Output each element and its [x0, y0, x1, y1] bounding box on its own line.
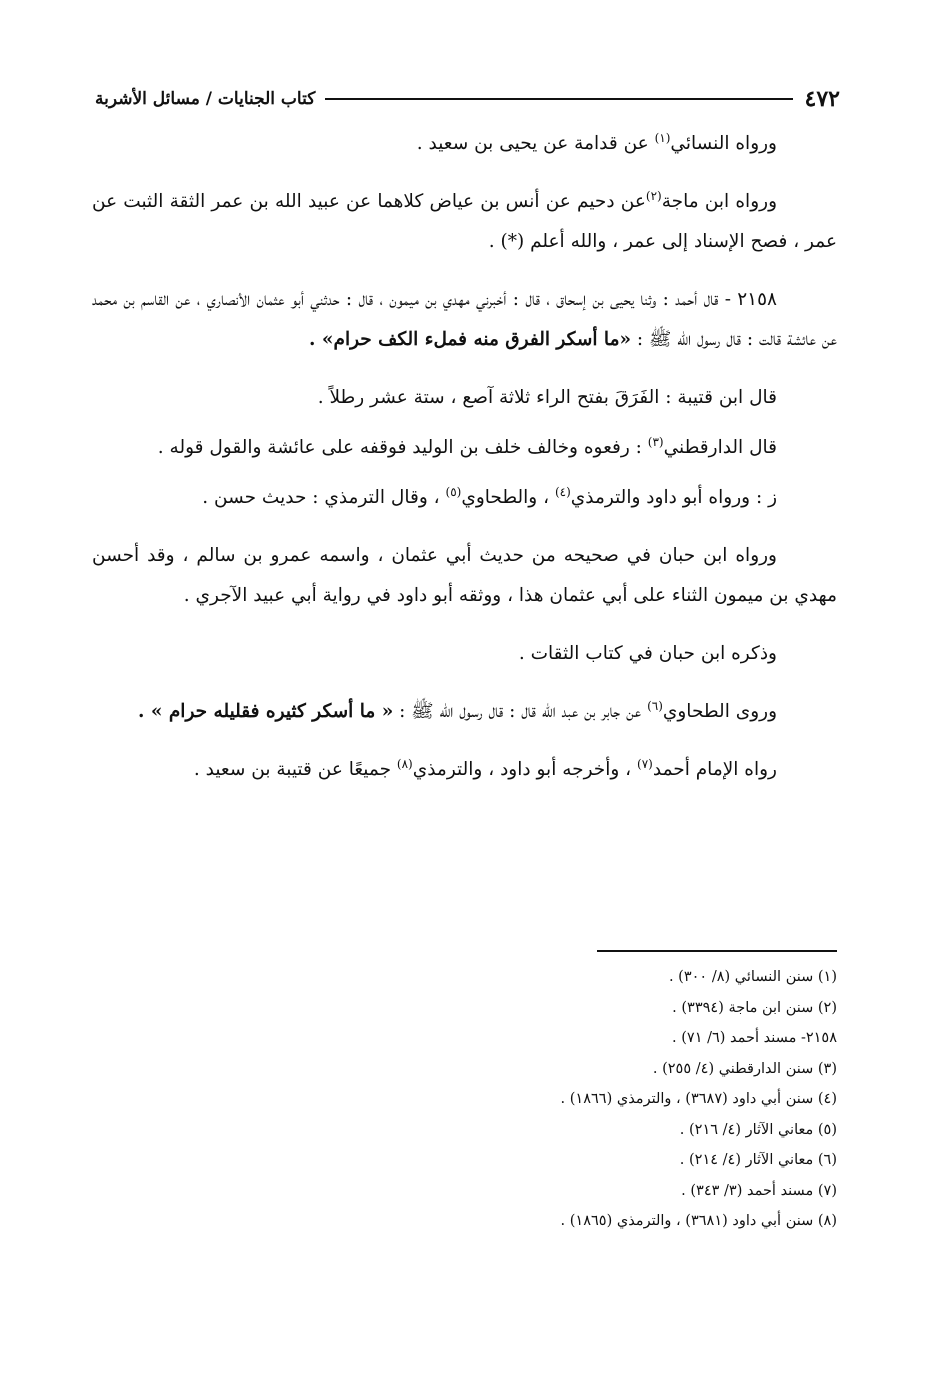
footnote-item: (١) سنن النسائي (٨/ ٣٠٠) .	[668, 969, 837, 985]
paragraph-nasai	[92, 124, 837, 164]
footnote-item: (٦) معاني الآثار (٤/ ٢١٤) .	[679, 1152, 837, 1168]
footnotes-list	[92, 962, 837, 1237]
main-text	[92, 124, 837, 808]
footnote-ref: (٣)	[647, 434, 664, 449]
running-title: كتاب الجنايات / مسائل الأشربة	[95, 89, 316, 109]
text-run: قال ابن قتيبة : الفَرَقَ بفتح الراء ثلاثة آصع ، ستة عشر رطلاً .	[317, 387, 777, 408]
text-run: ورواه النسائي	[670, 133, 777, 154]
paragraph-ibn-qutaybah	[92, 378, 837, 418]
footnote-ref: (١)	[654, 130, 671, 145]
footnote-ref: (٥)	[445, 484, 462, 499]
paragraph-daraqutni	[92, 428, 837, 468]
text-run: ورواه ابن ماجة	[661, 191, 778, 212]
hadith-quote: « ما أسكر كثيره فقليله حرام » .	[137, 701, 394, 722]
text-run: وروى الطحاوي	[662, 701, 777, 722]
text-run: ، وقال الترمذي : حديث حسن .	[202, 487, 446, 508]
paragraph-thiqat	[92, 634, 837, 674]
footnote-item: (٤) سنن أبي داود (٣٦٨٧) ، والترمذي (١٨٦٦) .	[560, 1091, 837, 1107]
text-run: ز : ورواه أبو داود والترمذي	[570, 487, 777, 508]
footnote-item: (٥) معاني الآثار (٤/ ٢١٦) .	[679, 1121, 837, 1138]
text-run: ٢١٥٨ - قال أحمد : وثنا يحيى بن إسحاق ، قال : أخبرني مهدي بن ميمون ، قال : حدثني أبو عثمان الأنصاري ، عن القاسم بن محمد عن عائشة قالت : قال رسول الله ﷺ :	[92, 289, 837, 350]
paragraph-abu-dawud	[92, 478, 837, 518]
text-run: ، وأخرجه أبو داود ، والترمذي	[412, 759, 638, 780]
footnote-ref: (٤)	[554, 484, 571, 499]
text-run: قال الدارقطني	[663, 437, 777, 458]
footnote-ref: (٨)	[396, 756, 413, 771]
paragraph-ibn-majah	[92, 182, 837, 262]
footnote-ref: (٢)	[645, 188, 662, 203]
text-run: : رفعوه وخالف خلف بن الوليد فوقفه على عائشة والقول قوله .	[157, 437, 648, 458]
header-rule	[325, 98, 792, 100]
text-run: عن جابر بن عبد الله قال : قال رسول الله ﷺ :	[393, 701, 648, 722]
text-run: رواه الإمام أحمد	[652, 759, 777, 780]
text-run: ، والطحاوي	[461, 487, 555, 508]
text-run: عن دحيم عن أنس بن عياض كلاهما عن عبيد الله بن عمر الثقة الثبت عن عمر ، فصح الإسناد إلى عمر ، والله أعلم (*) .	[92, 191, 837, 252]
text-run: جميعًا عن قتيبة بن سعيد .	[193, 759, 397, 780]
footnote-item: (٣) سنن الدارقطني (٤/ ٢٥٥) .	[652, 1060, 837, 1077]
paragraph-ahmad	[92, 750, 837, 790]
paragraph-ibn-hibban	[92, 536, 837, 616]
text-run: عن قدامة عن يحيى بن سعيد .	[416, 133, 655, 154]
footnote-item: (٧) مسند أحمد (٣/ ٣٤٣) .	[681, 1182, 837, 1199]
footnote-ref: (٧)	[637, 756, 653, 771]
text-run: وذكره ابن حبان في كتاب الثقات .	[518, 643, 777, 664]
footnote-ref: (٦)	[647, 698, 663, 713]
footnote-item: ٢١٥٨- مسند أحمد (٦/ ٧١) .	[672, 1030, 837, 1046]
paragraph-tahawi	[92, 692, 837, 732]
footnote-item: (٢) سنن ابن ماجة (٣٣٩٤) .	[672, 999, 837, 1016]
footnote-separator	[597, 950, 837, 952]
page-number: ٤٧٢	[804, 86, 840, 112]
text-run: ورواه ابن حبان في صحيحه من حديث أبي عثمان ، واسمه عمرو بن سالم ، وقد أحسن مهدي بن ميمون الثناء على أبي عثمان هذا ، ووثقه أبو داود في رواية أبي عبيد الآجري .	[92, 545, 837, 606]
footnote-item: (٨) سنن أبي داود (٣٦٨١) ، والترمذي (١٨٦٥) .	[560, 1213, 837, 1229]
paragraph-hadith-2158	[92, 280, 837, 360]
page-header	[95, 78, 840, 112]
hadith-quote: «ما أسكر الفرق منه فملء الكف حرام» .	[309, 329, 632, 350]
